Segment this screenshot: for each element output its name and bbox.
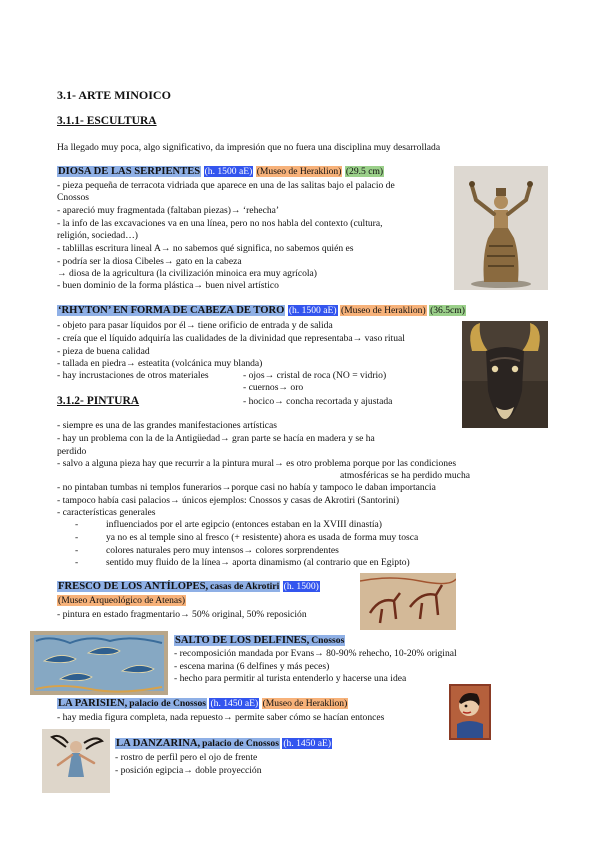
rhyton-museum: (Museo de Heraklion) [340, 305, 426, 316]
diosa-line-0: - pieza pequeña de terracota vidriada que aparece en una de las salitas bajo el palacio de [57, 180, 395, 191]
rhyton-material-2: - hocico→ concha recortada y ajustada [243, 396, 393, 407]
delfines-title: SALTO DE LOS DELFINES, [175, 635, 310, 646]
diosa-line-3: - la info de las excavaciones va en una línea, pero no nos habla del contexto (cultura, [57, 218, 383, 229]
parisien-date: (h. 1450 aE) [210, 698, 259, 709]
bull-head-image [462, 321, 548, 428]
pintura-feature-2: colores naturales pero muy intensos→ colores sorprendentes [106, 545, 339, 556]
parisien-heading [57, 698, 348, 710]
parisienne-fresco-image [449, 684, 491, 740]
pintura-line-4: atmosféricas se ha perdido mucha [340, 470, 470, 481]
rhyton-title: ‘RHYTON’ EN FORMA DE CABEZA DE TORO [58, 305, 285, 316]
antelopes-fresco-image [360, 573, 456, 630]
rhyton-size: (36.5cm) [430, 305, 465, 316]
rhyton-line-0: - objeto para pasar líquidos por él→ tiene orificio de entrada y de salida [57, 320, 333, 331]
antilopes-museum: (Museo Arqueológico de Atenas) [58, 595, 186, 606]
intro-text: Ha llegado muy poca, algo significativo, da impresión que no fuera una disciplina muy desarrollada [57, 142, 441, 153]
danzarina-date: (h. 1450 aE) [283, 738, 332, 749]
rhyton-date: (h. 1500 aE) [288, 305, 337, 316]
heading-arte-minoico: 3.1- ARTE MINOICO [57, 88, 171, 102]
delfines-line-1: - escena marina (6 delfines y más peces) [174, 661, 330, 672]
diosa-line-7: → diosa de la agricultura (la civilización minoica era muy agrícola) [57, 268, 317, 279]
diosa-line-6: - podría ser la diosa Cibeles→ gato en la cabeza [57, 256, 242, 267]
diosa-line-2: - apareció muy fragmentada (faltaban piezas)→ ‘rehecha’ [57, 205, 280, 216]
danzarina-title: LA DANZARINA, [116, 738, 201, 749]
rhyton-material-1: - cuernos→ oro [243, 382, 304, 393]
diosa-size: (29.5 cm) [345, 166, 384, 177]
antilopes-title: FRESCO DE LOS ANTÍLOPES, [58, 581, 209, 592]
heading-escultura: 3.1.1- ESCULTURA [57, 115, 157, 127]
dancer-fresco-image [42, 729, 110, 793]
heading-pintura: 3.1.2- PINTURA [57, 395, 140, 407]
pintura-line-6: - tampoco había casi palacios→ únicos ejemplos: Cnossos y casas de Akrotiri (Santorini) [57, 495, 400, 506]
pintura-line-2: perdido [57, 446, 87, 457]
parisien-line-0: - hay media figura completa, nada repuesto→ permite saber cómo se hacían entonces [57, 712, 385, 723]
rhyton-line-3: - tallada en piedra→ esteatita (volcánica muy blanda) [57, 358, 263, 369]
snake-goddess-image [454, 166, 548, 290]
parisien-museum: (Museo de Heraklion) [262, 698, 348, 709]
antilopes-heading [57, 581, 320, 593]
pintura-feature-3: sentido muy fluido de la línea→ aporta dinamismo (al contrario que en Egipto) [106, 557, 410, 568]
antilopes-place: casas de Akrotiri [210, 581, 280, 592]
delfines-heading [174, 635, 345, 647]
antilopes-date: (h. 1500) [283, 581, 319, 592]
rhyton-material-0: - ojos→ cristal de roca (NO = vidrio) [243, 370, 387, 381]
pintura-feature-1: ya no es al temple sino al fresco (+ resistente) ahora es usada de forma muy tosca [106, 532, 419, 543]
rhyton-line-1: - creía que el líquido adquiría las cualidades de la divinidad que representaba→ vaso ritual [57, 333, 405, 344]
pintura-line-7: - características generales [57, 507, 156, 518]
antilopes-line-0: - pintura en estado fragmentario→ 50% original, 50% reposición [57, 609, 307, 620]
diosa-heading [57, 166, 384, 178]
antilopes-museum-line [57, 595, 186, 607]
pintura-feature-0: influenciados por el arte egipcio (entonces estaban en la XVIII dinastía) [106, 519, 382, 530]
diosa-title: DIOSA DE LAS SERPIENTES [58, 166, 201, 177]
danzarina-heading [115, 738, 332, 750]
danzarina-line-1: - posición egipcia→ doble proyección [115, 765, 262, 776]
diosa-line-1: Cnossos [57, 192, 89, 203]
pintura-line-1: - hay un problema con la de la Antigüedad→ gran parte se hacía en madera y se ha [57, 433, 375, 444]
diosa-line-4: religión, sociedad…) [57, 230, 138, 241]
pintura-line-3: - salvo a alguna pieza hay que recurrir a la pintura mural→ es otro problema porque por las condiciones [57, 458, 457, 469]
rhyton-line-2: - pieza de buena calidad [57, 346, 150, 357]
diosa-line-5: - tablillas escritura lineal A→ no sabemos qué significa, no sabemos quién es [57, 243, 354, 254]
feature-dash-2: - [75, 545, 79, 556]
delfines-place: Cnossos [311, 635, 345, 646]
rhyton-line-4: - hay incrustaciones de otros materiales [57, 370, 209, 381]
pintura-line-5: - no pintaban tumbas ni templos funerarios→porque casi no había y tampoco le daban importancia [57, 482, 436, 493]
dolphins-fresco-image [30, 631, 168, 695]
feature-dash-0: - [75, 519, 79, 530]
parisien-title: LA PARISIEN, [58, 698, 128, 709]
danzarina-line-0: - rostro de perfil pero el ojo de frente [115, 752, 258, 763]
diosa-museum: (Museo de Heraklion) [256, 166, 342, 177]
feature-dash-3: - [75, 557, 79, 568]
diosa-line-8: - buen dominio de la forma plástica→ buen nivel artístico [57, 280, 279, 291]
delfines-line-0: - recomposición mandada por Evans→ 80-90% rehecho, 10-20% original [174, 648, 457, 659]
parisien-place: palacio de Cnossos [129, 698, 207, 709]
rhyton-heading [57, 305, 466, 317]
diosa-date: (h. 1500 aE) [204, 166, 253, 177]
pintura-line-0: - siempre es una de las grandes manifestaciones artísticas [57, 420, 278, 431]
delfines-line-2: - hecho para permitir al turista entenderlo y hacerse una idea [174, 673, 407, 684]
danzarina-place: palacio de Cnossos [202, 738, 279, 749]
feature-dash-1: - [75, 532, 79, 543]
